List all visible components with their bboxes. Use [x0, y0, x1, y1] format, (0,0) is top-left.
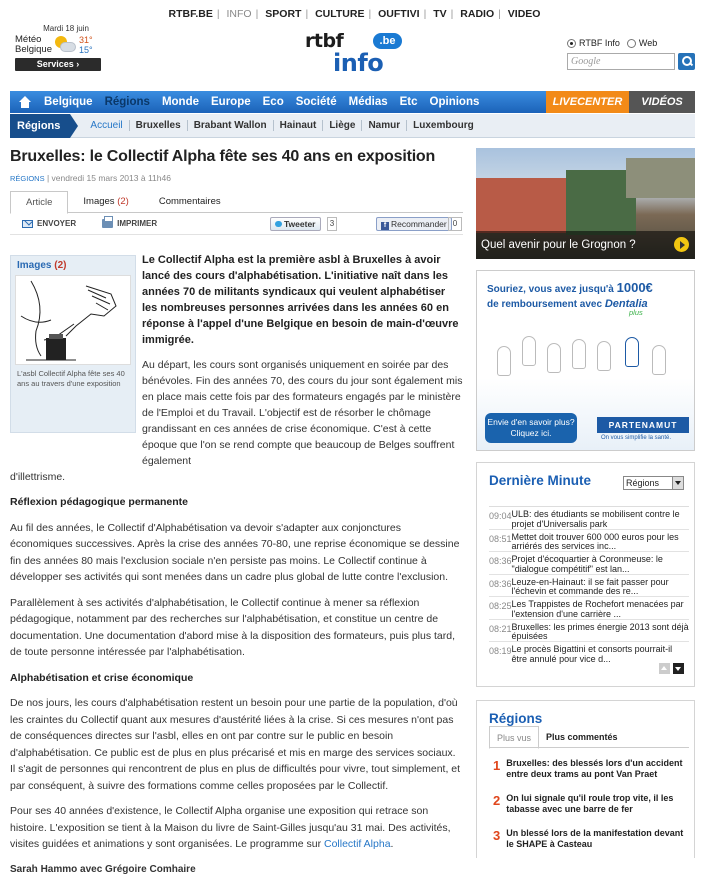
- ad-figure: [652, 345, 666, 375]
- news-time: 08:36: [489, 555, 512, 571]
- tweet-button[interactable]: [270, 217, 321, 231]
- scroll-down-icon[interactable]: [673, 663, 684, 674]
- promo-caption: [476, 231, 695, 259]
- article-subheading-2: Alphabétisation et crise économique: [10, 670, 463, 687]
- news-time: 08:36: [489, 578, 512, 594]
- collectif-alpha-link[interactable]: Collectif Alpha: [324, 838, 391, 850]
- subnav-liege[interactable]: Liège: [323, 120, 362, 131]
- nav-medias[interactable]: Médias: [343, 91, 394, 113]
- sub-nav: [10, 114, 695, 138]
- article-body: [10, 252, 463, 878]
- printer-icon: [102, 219, 113, 228]
- top-nav-tv[interactable]: TV: [429, 8, 450, 20]
- radio-rtbf-info[interactable]: [567, 39, 576, 48]
- scroll-controls: [659, 663, 684, 674]
- divider: |: [256, 8, 259, 20]
- print-label: IMPRIMER: [117, 219, 157, 228]
- list-item-text: On lui signale qu'il roule trop vite, il les tabasse avec une barre de fer: [506, 793, 693, 815]
- article-paragraph-5: [10, 803, 463, 853]
- logo-info: info: [333, 49, 383, 77]
- meta-divider: |: [47, 173, 52, 183]
- services-label: Services: [37, 59, 74, 69]
- envelope-icon: [22, 220, 33, 228]
- article-paragraph-4: De nos jours, les cours d'alphabétisation restent un besoin pour une partie de la population, d'où les craintes du Collectif quant aux mesures d'austérité liées à la crise. Si ces mesures n'ont pas de conséquences directes sur l'asbl, elles en ont par contre sur le public en besoin d'alphabétisation. Ce public est de plus en plus précarisé et mis en marge des services sociaux. Il s'agit de personnes qui rencontrent de plus en plus de difficultés pour vivre, tout simplement, et par conséquent, à suivre des formations comme celles proposées par le Collectif.: [10, 695, 463, 794]
- news-text: Bruxelles: les primes énergie 2013 sont déjà épuisées: [512, 623, 689, 639]
- news-time: 08:19: [489, 645, 512, 662]
- twitter-bird-icon: [275, 221, 282, 227]
- send-button[interactable]: [22, 219, 76, 228]
- ad-amount: 1000€: [617, 280, 653, 295]
- list-item[interactable]: [489, 575, 689, 598]
- news-time: 08:25: [489, 600, 512, 616]
- dentalia-ad[interactable]: [476, 270, 695, 451]
- send-label: ENVOYER: [37, 219, 76, 228]
- videos-button[interactable]: VIDÉOS: [629, 91, 695, 113]
- subnav-namur[interactable]: Namur: [362, 120, 407, 131]
- list-item-text: Bruxelles: des blessés lors d'un accident entre deux trams au pont Van Praet: [506, 758, 693, 780]
- article-paragraph-3: Parallèlement à ses activités d'alphabétisation, le Collectif continue à mener sa réflexion pédagogique, notamment par des recherches sur l'alphabétisation, et constitue un centre de documentation. Une documentation d'abord mise à la disposition des formateurs, puis plus tard, de toute personne intéressée par l'alphabétisation.: [10, 595, 463, 661]
- weather-label-line1: Météo: [15, 35, 53, 45]
- play-arrow-icon: [674, 237, 689, 252]
- promo-caption-text: Quel avenir pour le Grognon ?: [481, 239, 636, 251]
- recommend-count: 0: [448, 217, 462, 231]
- ad-headline: [487, 281, 653, 312]
- list-item[interactable]: [489, 620, 689, 643]
- nav-regions[interactable]: Régions: [99, 91, 156, 113]
- list-item[interactable]: [493, 758, 693, 780]
- top-nav-ouftivi[interactable]: OUFTIVI: [374, 8, 423, 20]
- services-button[interactable]: [15, 58, 101, 71]
- subnav-lead[interactable]: Régions: [10, 114, 70, 138]
- article-paragraph-2: Au fil des années, le Collectif d'Alphabétisation va devoir s'adapter aux conjonctures économiques successives. Après la crise des années 70-80, une reprise économique se dessine fin des années 80 mais l'exclusion sociale n'en persiste pas moins. Le Collectif continue à développer ses activités qui sont menées dans un cadre plus global de lutte contre l'exclusion.: [10, 520, 463, 586]
- tab-plus-vus[interactable]: Plus vus: [489, 726, 539, 749]
- article-lead: Le Collectif Alpha est la première asbl à Bruxelles à avoir lancé des cours d'alphabétisation. L'initiative naît dans les années 70 de militants syndicaux qui veulent alphabétiser les nombreuses personnes arrivées dans les années 60 en réponse à l'appel d'une Belgique en besoin de main-d'œuvre immigrée.: [142, 252, 463, 348]
- article-tools: [10, 213, 463, 235]
- search-area: [567, 38, 697, 70]
- top-nav-rtbf[interactable]: RTBF.BE: [165, 8, 217, 20]
- tab-comments[interactable]: Commentaires: [144, 191, 236, 212]
- scroll-up-icon[interactable]: [659, 663, 670, 674]
- ad-figure: [597, 341, 611, 371]
- divider: |: [305, 8, 308, 20]
- radio-web[interactable]: [627, 39, 636, 48]
- news-text: Projet d'écoquartier à Coronmeuse: le "dialogue compétitif" est lan...: [512, 555, 689, 571]
- article-paragraph-1b: d'illettrisme.: [10, 469, 463, 485]
- divider: |: [498, 8, 501, 20]
- tweet-label: Tweeter: [284, 219, 316, 229]
- tweet-count: 3: [327, 217, 337, 231]
- livecenter-button[interactable]: LIVECENTER: [546, 91, 629, 113]
- nav-societe[interactable]: Société: [290, 91, 343, 113]
- top-nav-radio[interactable]: RADIO: [456, 8, 498, 20]
- facebook-icon: f: [381, 222, 389, 230]
- weather-label: [15, 35, 53, 55]
- logo-rtbf: rtbf: [305, 30, 343, 52]
- rtbf-info-logo[interactable]: [305, 30, 405, 78]
- tab-plus-commentes[interactable]: Plus commentés: [539, 726, 625, 747]
- article-paragraph-1a: Au départ, les cours sont organisés uniquement en soirée par des bénévoles. Fin des années 70, des cours du jour sont également mis en place mais cette fois par des formateurs engagés par le ministère de l'Emploi et du Travail. L'objectif est de résorber le chômage grandissant en ces années de crise économique. C'est à cette époque que l'on se rend compte que beaucoup de Belges souffrent également: [142, 357, 463, 469]
- list-item[interactable]: [489, 530, 689, 553]
- nav-eco[interactable]: Eco: [257, 91, 290, 113]
- news-time: 08:51: [489, 533, 512, 549]
- logo-be: .be: [373, 33, 402, 49]
- top-nav-info[interactable]: INFO: [223, 8, 256, 20]
- main-nav: [10, 91, 695, 113]
- paragraph-5-end: .: [391, 838, 394, 850]
- image-box-label: Images: [17, 260, 51, 271]
- article-category[interactable]: RÉGIONS: [10, 174, 45, 183]
- regions-box: [476, 700, 695, 858]
- subnav-bruxelles[interactable]: Bruxelles: [130, 120, 188, 131]
- ad-slogan: On vous simplifie la santé.: [601, 435, 671, 441]
- top-nav: [0, 8, 709, 20]
- article-author: Sarah Hammo avec Grégoire Comhaire: [10, 862, 463, 878]
- partenamut-logo: PARTENAMUT: [597, 417, 689, 433]
- recommend-button[interactable]: [376, 217, 452, 231]
- article-subheading-1: Réflexion pédagogique permanente: [10, 494, 463, 511]
- article-title: Bruxelles: le Collectif Alpha fête ses 40 ans en exposition: [10, 148, 463, 166]
- list-item-text: Un blessé lors de la manifestation devant le SHAPE à Casteau: [506, 828, 693, 850]
- divider: |: [451, 8, 454, 20]
- news-time: 08:21: [489, 623, 512, 639]
- tab-article[interactable]: Article: [10, 191, 68, 214]
- ad-line2: de remboursement avec: [487, 299, 605, 310]
- news-text: Mettet doit trouver 600 000 euros pour les arriérés des services inc...: [512, 533, 689, 549]
- news-text: Les Trappistes de Rochefort menacées par l'extension d'une carrière ...: [512, 600, 689, 616]
- region-filter-select[interactable]: [623, 476, 684, 490]
- top-nav-culture[interactable]: CULTURE: [311, 8, 368, 20]
- subnav-brabant-wallon[interactable]: Brabant Wallon: [188, 120, 274, 131]
- nav-belgique[interactable]: Belgique: [38, 91, 99, 113]
- nav-opinions[interactable]: Opinions: [424, 91, 486, 113]
- subnav-hainaut[interactable]: Hainaut: [274, 120, 324, 131]
- sun-cloud-icon: [55, 36, 77, 54]
- weather-temps: [79, 35, 93, 55]
- divider: |: [368, 8, 371, 20]
- weather-date: Mardi 18 juin: [15, 24, 101, 33]
- ad-figure: [522, 336, 536, 366]
- list-item[interactable]: [493, 828, 693, 850]
- tab-images-label: Images: [83, 196, 114, 207]
- ad-figure: [497, 346, 511, 376]
- paragraph-5-text: Pour ses 40 années d'existence, le Collectif Alpha organise une exposition qui retrace son histoire. L'exposition se tient à la Maison du livre de Saint-Gilles jusqu'au 31 mai. Des activités, visites guidées et animations y sont organisées. Le programme sur: [10, 805, 451, 850]
- ad-brand: Dentalia: [605, 298, 648, 310]
- chevron-down-icon: [672, 477, 683, 489]
- radio-label-web: Web: [639, 38, 657, 48]
- recommend-label: Recommander: [391, 219, 447, 229]
- list-item[interactable]: [489, 597, 689, 620]
- news-list: [489, 506, 689, 665]
- news-text: ULB: des étudiants se mobilisent contre le projet d'Universalis park: [512, 510, 689, 526]
- ad-line1: Souriez, vous avez jusqu'à: [487, 284, 617, 295]
- list-item[interactable]: [489, 642, 689, 665]
- divider: |: [217, 8, 220, 20]
- article-meta: [10, 173, 463, 183]
- nav-monde[interactable]: Monde: [156, 91, 205, 113]
- weather-label-line2: Belgique: [15, 45, 53, 55]
- search-input[interactable]: Google: [567, 53, 675, 70]
- news-time: 09:04: [489, 510, 512, 526]
- regions-tabs: [489, 726, 689, 748]
- rank-number: 1: [493, 758, 500, 780]
- radio-label-rtbf-info: RTBF Info: [579, 38, 620, 48]
- search-button[interactable]: [678, 53, 695, 70]
- article-date: vendredi 15 mars 2013 à 11h46: [52, 173, 171, 183]
- subnav-accueil[interactable]: Accueil: [84, 120, 129, 131]
- article-tabs: [10, 191, 463, 213]
- list-item[interactable]: [493, 793, 693, 815]
- news-text: Le procès Bigattini et consorts pourrait-il être annulé pour vice d...: [512, 645, 689, 662]
- image-caption: L'asbl Collectif Alpha fête ses 40 ans au travers d'une exposition: [11, 365, 135, 393]
- ad-cta-button[interactable]: Envie d'en savoir plus? Cliquez ici.: [485, 413, 577, 443]
- derniere-minute-title: Dernière Minute: [489, 473, 591, 488]
- temp-high: 31°: [79, 35, 93, 45]
- ad-figure: [572, 339, 586, 369]
- ad-figure: [547, 343, 561, 373]
- promo-grognon[interactable]: [476, 148, 695, 259]
- home-icon[interactable]: [10, 91, 38, 113]
- chevron-right-icon: ›: [76, 59, 79, 69]
- weather-widget[interactable]: [15, 24, 101, 71]
- list-item[interactable]: [489, 552, 689, 575]
- news-text: Leuze-en-Hainaut: il se fait passer pour l'échevin et commande des re...: [512, 578, 689, 594]
- ad-plus: plus: [629, 308, 643, 317]
- ad-figure: [625, 337, 639, 367]
- nav-etc[interactable]: Etc: [394, 91, 424, 113]
- tab-images[interactable]: [68, 191, 143, 212]
- region-filter-value: Régions: [626, 478, 659, 488]
- nav-europe[interactable]: Europe: [205, 91, 257, 113]
- derniere-minute: [476, 462, 695, 687]
- temp-low: 15°: [79, 45, 93, 55]
- subnav-luxembourg[interactable]: Luxembourg: [407, 120, 480, 131]
- image-box-count: (2): [54, 260, 66, 271]
- print-button[interactable]: [102, 219, 157, 228]
- top-nav-sport[interactable]: SPORT: [261, 8, 305, 20]
- divider: |: [424, 8, 427, 20]
- tab-images-count: (2): [117, 196, 129, 207]
- regions-title: Régions: [489, 711, 542, 726]
- rank-number: 2: [493, 793, 500, 815]
- rank-number: 3: [493, 828, 500, 850]
- top-nav-video[interactable]: VIDEO: [504, 8, 545, 20]
- list-item[interactable]: [489, 507, 689, 530]
- article: [10, 148, 463, 235]
